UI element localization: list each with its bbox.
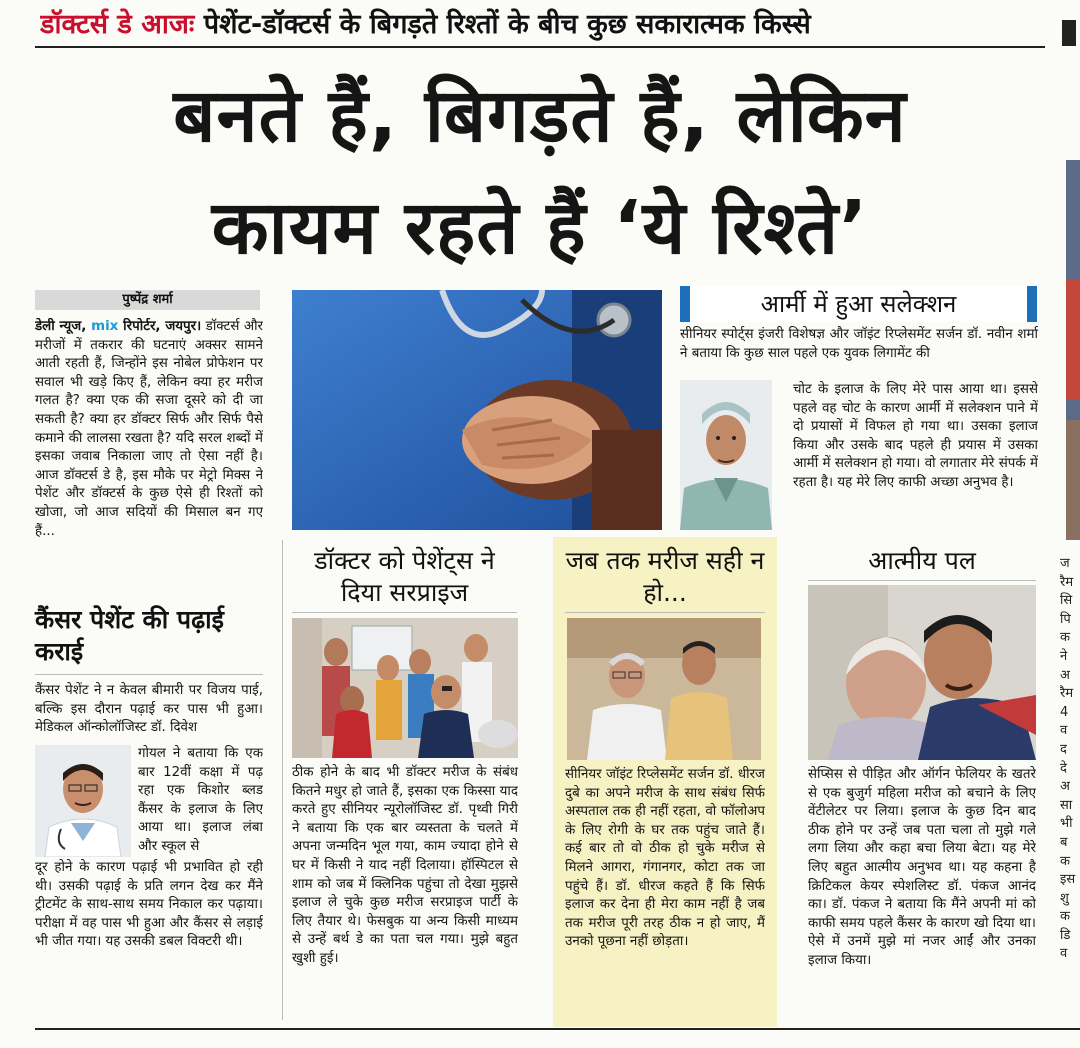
- doctor-goyal-photo: [35, 745, 131, 857]
- kicker-line: [40, 4, 1040, 46]
- cancer-divider: [35, 674, 263, 675]
- adjacent-line: क: [1060, 630, 1070, 646]
- cancer-side-text: गोयल ने बताया कि एक बार 12वीं कक्षा में पढ़ रहा एक किशोर ब्लड कैंसर के इलाज के लिए आया था। इलाज लंबा और स्कूल से: [138, 746, 263, 854]
- army-header-bar: [680, 286, 1037, 322]
- hands-photo: [292, 290, 662, 530]
- bottom-rule: [35, 1028, 1080, 1030]
- adjacent-line: पि: [1060, 611, 1071, 627]
- intimate-title: आत्मीय पल: [868, 546, 976, 575]
- adjacent-column-text: [1060, 555, 1080, 1025]
- kicker-red: डॉक्टर्स डे आजः: [40, 9, 195, 40]
- adjacent-line: व: [1060, 723, 1068, 739]
- adjacent-line: अ: [1060, 667, 1070, 683]
- intro-body: डॉक्टर्स और मरीजों में तकरार की घटनाएं अक्सर सामने आती रहती हैं, जिन्होंने इस नोबेल प्रोफेशन पर सवाल भी खड़े किए हैं, लेकिन क्या हर मरीज गलत है? क्या एक की सजा दूसरे को दी जा सकती है? क्या हर डॉक्टर सिर्फ और सिर्फ पैसे कमाने की लालसा रखता है? यदि सरल शब्दों में इसका जवाब निकाला जाए तो ऐसा नहीं है। आज डॉक्टर्स डे है, इस मौके पर मेट्रो मिक्स ने पेशेंट और डॉक्टर्स के कुछ ऐसे ही रिश्तों को खोजा, जो आज सदियों की मिसाल बन गए हैं...: [35, 319, 263, 539]
- adjacent-line: भी: [1060, 816, 1073, 832]
- untilwell-body: सीनियर जॉइंट रिप्लेसमेंट सर्जन डॉ. धीरज दुबे का अपने मरीज के साथ संबंध सिर्फ अस्पताल तक ही नहीं रहता, वो फॉलोअप के लिए रोगी के घर तक पहुंच जाते हैं। कई बार तो वो ठीक हो चुके मरीज से मिलने आगरा, गंगानगर, कोटा तक जा पहुंचे हैं। डॉ. धीरज कहते हैं कि सिर्फ इलाज कर देना ही मेरा काम नहीं है जब तक मरीज पूरी तरह ठीक न हो जाए, मैं उनको पूछना नहीं छोड़ता।: [565, 767, 765, 950]
- intimate-divider: [808, 580, 1036, 581]
- top-rule: [35, 46, 1045, 48]
- adjacent-line: दे: [1060, 760, 1067, 776]
- kicker-black: पेशेंट-डॉक्टर्स के बिगड़ते रिश्तों के बीच कुछ सकारात्मक किस्से: [203, 9, 811, 40]
- adjacent-line: ज: [1060, 556, 1070, 571]
- adjacent-line: क: [1060, 853, 1070, 869]
- untilwell-divider: [565, 612, 765, 613]
- adjacent-line: अ: [1060, 779, 1070, 795]
- adjacent-line: रैम: [1060, 686, 1074, 702]
- surprise-divider: [292, 612, 517, 613]
- surprise-photo: [292, 618, 518, 758]
- adjacent-line: क: [1060, 909, 1070, 925]
- mix-logo: mix: [91, 319, 119, 334]
- intimate-body: सेप्सिस से पीड़ित और ऑर्गन फेलियर के खतरे से एक बुजुर्ग महिला मरीज को बचाने के लिए वेंटीलेटर पर लिया। इलाज के कुछ दिन बाद ठीक होने पर उन्हें जब पता चला तो मुझे गले लगा लिया और कहा बचा लिया बेटा। यह मेरे लिए बहुत आत्मीय अनुभव था। यह कहना है क्रिटिकल केयर स्पेशलिस्ट डॉ. पंकज आनंद का। डॉ. पंकज ने बताया कि मैंने अपनी मां को काफी समय पहले कैंसर के कारण खो दिया था। ऐसे में उनमें मुझे मां नजर आईं और उनका इलाज किया।: [808, 767, 1036, 968]
- untilwell-photo: [567, 618, 761, 760]
- cancer-lead: कैंसर पेशेंट ने न केवल बीमारी पर विजय पाई, बल्कि इस दौरान पढ़ाई कर पास भी हुआ। मेडिकल ऑन्कोलॉजिस्ट डॉ. दिवेश: [35, 683, 263, 736]
- byline: पुष्पेंद्र शर्मा: [35, 290, 260, 310]
- adjacent-line: सि: [1060, 593, 1073, 609]
- adjacent-photo-fragment: [1066, 160, 1080, 540]
- surprise-body: ठीक होने के बाद भी डॉक्टर मरीज के संबंध कितने मधुर हो जाते हैं, इसका एक किस्सा याद करते हुए सीनियर न्यूरोलॉजिस्ट डॉ. पृथ्वी गिरी ने बताया कि एक बार व्यस्तता के चलते में अपना जन्मदिन भूल गया, काम ज्यादा होने से घर में किसी ने याद नहीं दिलाया। हॉस्पिटल से शाम को जब में क्लिनिक पहुंचा तो देखा मुझसे इलाज ले चुके कुछ मरीज सरप्राइज पार्टी के लिए तैयार थे। फेसबुक या अन्य किसी माध्यम से उन्हें बर्थ डे का पता चल गया। मुझे बहुत खुशी हुई।: [292, 765, 518, 966]
- column-rule-1: [282, 540, 283, 1020]
- adjacent-line: इस: [1060, 872, 1076, 888]
- adjacent-line: शु: [1060, 890, 1069, 906]
- surprise-title: डॉक्टर को पेशेंट्स ने दिया सरप्राइज: [314, 546, 495, 607]
- intimate-photo: [808, 585, 1036, 760]
- adjacent-line: ब: [1060, 834, 1068, 850]
- intro-reporter: रिपोर्टर, जयपुर।: [118, 319, 202, 334]
- adjacent-line: रैम: [1060, 574, 1074, 590]
- headline-line-1: बनते हैं, बिगड़ते हैं, लेकिन: [173, 73, 907, 159]
- adjacent-line: ने: [1060, 648, 1068, 664]
- cancer-title: कैंसर पेशेंट की पढ़ाई कराई: [35, 605, 224, 666]
- headline: [20, 60, 1060, 295]
- adjacent-line: 4: [1060, 704, 1069, 720]
- cancer-rest-text: दूर होने के कारण पढ़ाई भी प्रभावित हो रही थी। उसकी पढ़ाई के प्रति लगन देख कर मैंने ट्रीटमेंट के साथ-साथ समय निकाल कर पढ़ाया। परीक्षा में वह पास भी हुआ और कैंसर से लड़ाई भी जीत गया। यह उसकी डबल विक्टरी थी।: [35, 860, 263, 950]
- doctor-sharma-photo: [680, 380, 772, 530]
- next-page-fragment: [1062, 20, 1076, 46]
- adjacent-line: डि: [1060, 927, 1071, 943]
- adjacent-line: व: [1060, 946, 1068, 962]
- army-title: आर्मी में हुआ सलेक्शन: [690, 286, 1027, 322]
- intro-text: [35, 318, 263, 600]
- army-side-text: चोट के इलाज के लिए मेरे पास आया था। इससे पहले वह चोट के कारण आर्मी में सलेक्शन पाने में दो प्रयासों में विफल हो गया था। उसका इलाज किया और उसके बाद पहले ही प्रयास में उसका आर्मी में सलेक्शन हो गया। वो लगातार मेरे संपर्क में रहता है। यह मेरे लिए काफी अच्छा अनुभव है।: [793, 382, 1038, 490]
- adjacent-line: सा: [1060, 797, 1073, 813]
- adjacent-line: द: [1060, 741, 1067, 757]
- intro-dateline: डेली न्यूज,: [35, 319, 92, 334]
- army-lead: सीनियर स्पोर्ट्स इंजरी विशेषज्ञ और जॉइंट रिप्लेसमेंट सर्जन डॉ. नवीन शर्मा ने बताया कि कुछ साल पहले एक युवक लिगामेंट की: [680, 327, 1038, 361]
- headline-line-2: कायम रहते हैं ‘ये रिश्ते’: [211, 185, 869, 271]
- untilwell-title: जब तक मरीज सही न हो...: [565, 546, 765, 607]
